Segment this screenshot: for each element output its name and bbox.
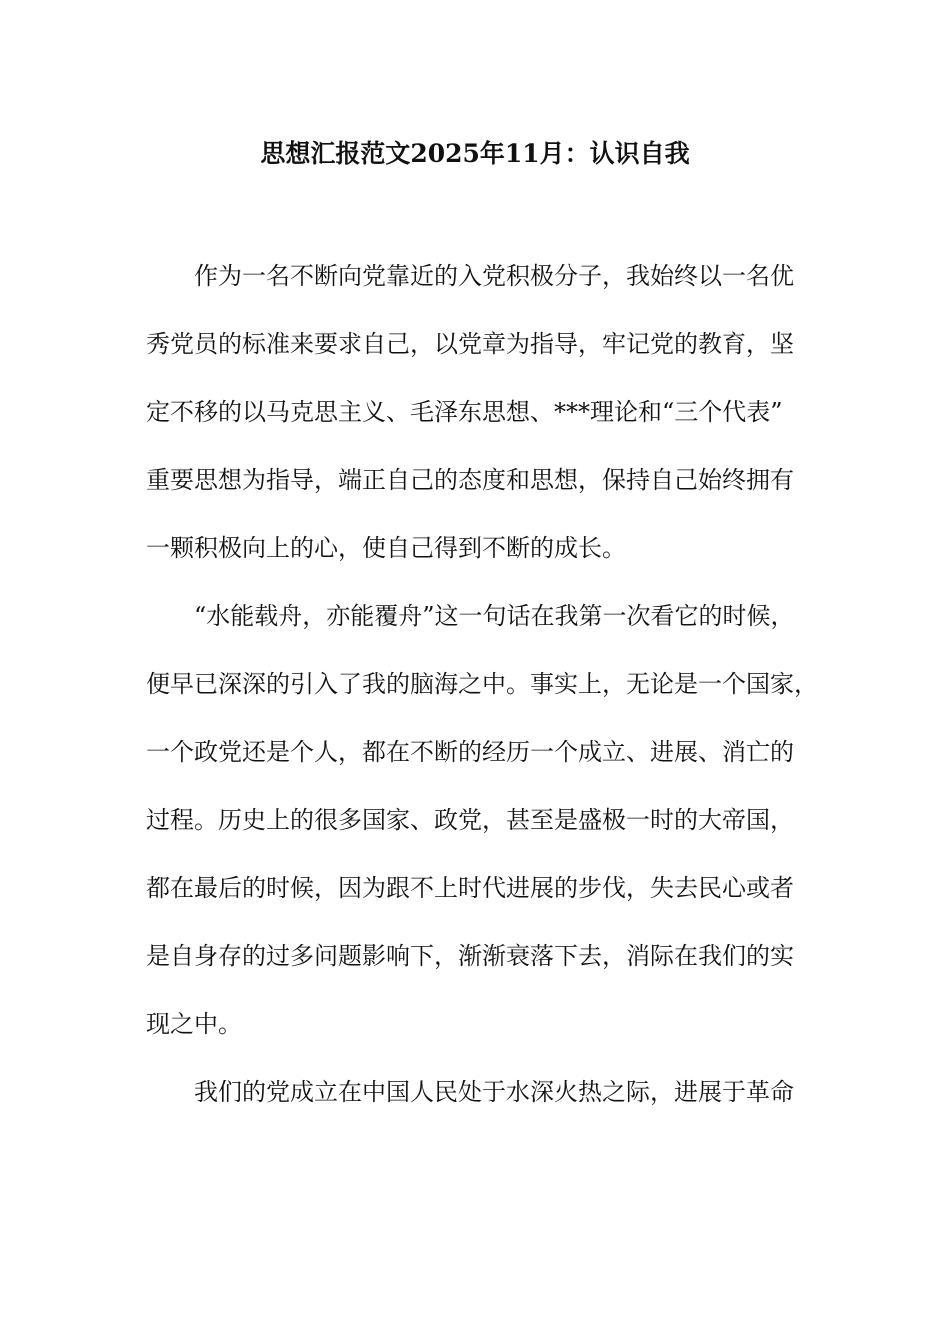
text-line: 便早已深深的引入了我的脑海之中。事实上，无论是一个国家， xyxy=(146,670,818,698)
text-line: 现之中。 xyxy=(146,1010,242,1038)
text-line: “水能载舟，亦能覆舟”这一句话在我第一次看它的时候， xyxy=(194,602,795,630)
text-line: 都在最后的时候，因为跟不上时代进展的步伐，失去民心或者 xyxy=(146,874,794,902)
document-title: 思想汇报范文2025年11月：认识自我 xyxy=(260,139,690,168)
paragraph-3 xyxy=(146,1073,806,1111)
paragraph-1 xyxy=(146,257,806,567)
text-line: 我们的党成立在中国人民处于水深火热之际，进展于革命 xyxy=(194,1078,794,1106)
text-line: 一颗积极向上的心，使自己得到不断的成长。 xyxy=(146,534,626,562)
text-line: 是自身存的过多问题影响下，渐渐衰落下去，消际在我们的实 xyxy=(146,942,794,970)
text-line: 作为一名不断向党靠近的入党积极分子，我始终以一名优 xyxy=(194,262,794,290)
document-body xyxy=(146,257,818,1141)
text-line: 一个政党还是个人，都在不断的经历一个成立、进展、消亡的 xyxy=(146,738,794,766)
text-line: 重要思想为指导，端正自己的态度和思想，保持自己始终拥有 xyxy=(146,466,794,494)
text-line: 定不移的以马克思主义、毛泽东思想、***理论和“三个代表” xyxy=(146,398,783,426)
text-line: 秀党员的标准来要求自己，以党章为指导，牢记党的教育，坚 xyxy=(146,330,794,358)
text-line: 过程。历史上的很多国家、政党，甚至是盛极一时的大帝国， xyxy=(146,806,794,834)
paragraph-2 xyxy=(146,597,818,1043)
